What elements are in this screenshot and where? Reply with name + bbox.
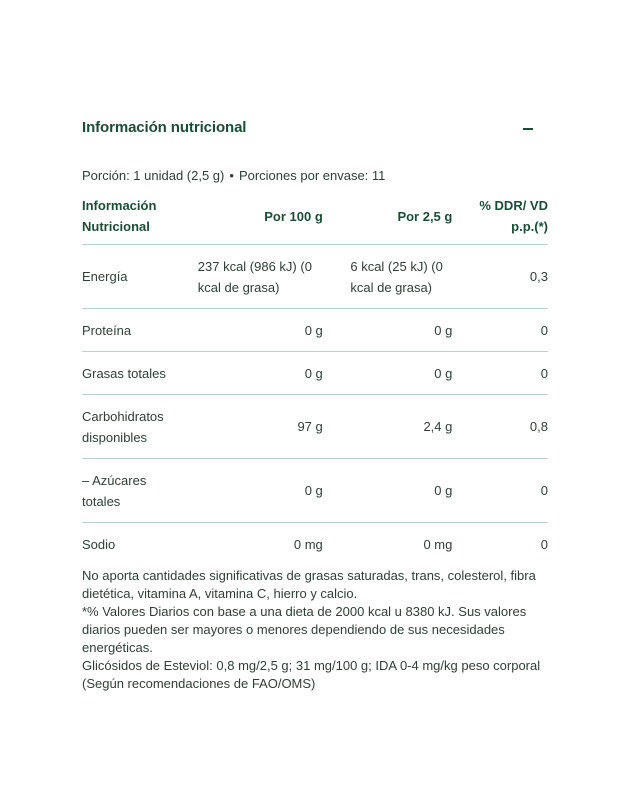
col-header-per100: Por 100 g: [198, 192, 323, 245]
row-per100: 0 mg: [293, 536, 323, 552]
servings-per-container: Porciones por envase: 11: [238, 168, 386, 183]
table-row: [82, 395, 548, 459]
row-per-serving: 6 kcal (25 kJ) (0 kcal de grasa): [323, 245, 453, 309]
table-row: [82, 459, 548, 523]
minus-icon-bar: [523, 128, 533, 130]
row-name: – Azúcares totales: [82, 459, 198, 523]
table-row: [82, 523, 548, 566]
col-header-dv: % DDR/ VD p.p.(*): [452, 192, 548, 245]
row-per100: 97 g: [198, 395, 323, 459]
row-dv: 0,3: [452, 245, 548, 309]
table-header-row: [82, 192, 548, 245]
row-dv: 0: [452, 309, 548, 352]
separator-dot: •: [229, 168, 234, 183]
row-name: Proteína: [82, 309, 198, 352]
footnote-significance: No aporta cantidades significativas de grasas saturadas, trans, colesterol, fibra dietética, vitamina A, vitamina C, hierro y calcio.: [82, 568, 536, 601]
table-row: [82, 352, 548, 395]
row-name: Sodio: [82, 536, 116, 552]
row-per100: 0 g: [198, 309, 323, 352]
row-per100: 0 g: [198, 352, 323, 395]
footnote-daily-values: *% Valores Diarios con base a una dieta de 2000 kcal u 8380 kJ. Sus valores diarios pueden ser mayores o menores dependiendo de sus necesidades energéticas.: [82, 604, 527, 655]
accordion-header[interactable]: [82, 117, 548, 141]
row-per100: 237 kcal (986 kJ) (0 kcal de grasa): [198, 245, 323, 309]
col-header-name: Información Nutricional: [82, 192, 198, 245]
serving-info: [82, 168, 385, 183]
row-per100: 0 g: [198, 459, 323, 523]
row-per-serving: 2,4 g: [323, 395, 453, 459]
row-name: Energía: [82, 245, 198, 309]
table-row: [82, 245, 548, 309]
row-dv: 0: [452, 352, 548, 395]
table-row: [82, 309, 548, 352]
footnotes: [82, 567, 552, 693]
section-title: Información nutricional: [82, 119, 247, 136]
nutrition-table: [82, 192, 548, 565]
footnote-steviol: Glicósidos de Esteviol: 0,8 mg/2,5 g; 31 mg/100 g; IDA 0-4 mg/kg peso corporal (Según recomendaciones de FAO/OMS): [82, 658, 541, 691]
row-per-serving: 0 g: [323, 459, 453, 523]
row-dv: 0: [452, 459, 548, 523]
row-per-serving: 0 g: [323, 352, 453, 395]
row-per-serving: 0 g: [323, 309, 453, 352]
row-per-serving: 0 mg: [423, 536, 453, 552]
portion-text: Porción: 1 unidad (2,5 g): [82, 168, 225, 183]
minus-icon[interactable]: [520, 119, 536, 137]
row-dv: 0,8: [452, 395, 548, 459]
row-name: Grasas totales: [82, 352, 198, 395]
col-header-per-serving: Por 2,5 g: [323, 192, 453, 245]
row-name: Carbohidratos disponibles: [82, 395, 198, 459]
row-dv: 0: [540, 536, 548, 552]
